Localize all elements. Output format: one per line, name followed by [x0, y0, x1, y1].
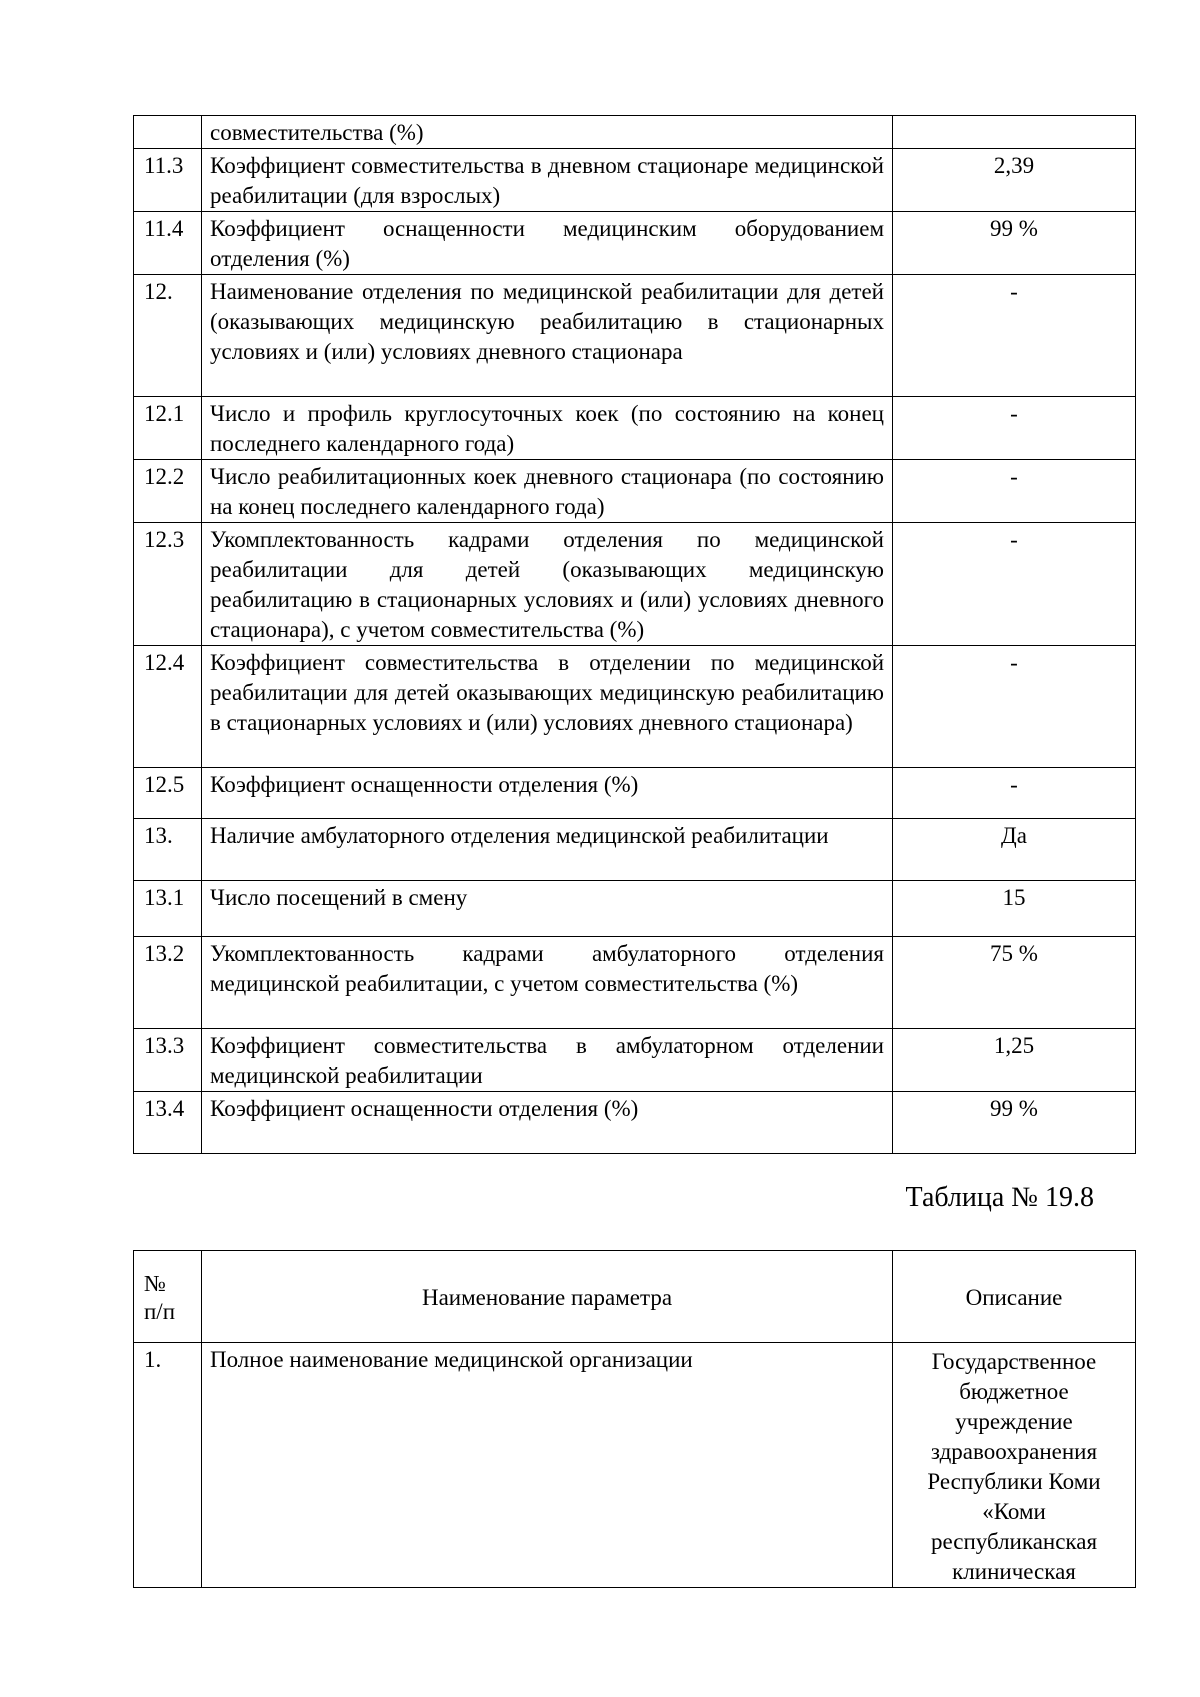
column-header-description: Описание [893, 1251, 1136, 1343]
row-number: 1. [134, 1343, 202, 1588]
row-value: - [893, 768, 1136, 819]
organization-name-line: Государственное [931, 1349, 1097, 1374]
organization-name-line: здравоохранения [930, 1439, 1098, 1464]
table-row [134, 212, 1136, 275]
row-number: 12.1 [134, 397, 202, 460]
table-header-row [134, 1251, 1136, 1343]
row-number: 11.4 [134, 212, 202, 275]
row-text: Укомплектованность кадрами отделения по медицинской реабилитации для детей (оказывающих медицинскую реабилитацию в стационарных условиях и (или) условиях дневного стационара), с учетом совместительства (%) [202, 523, 893, 646]
table-row [134, 646, 1136, 768]
table-row [134, 937, 1136, 1029]
header-number-sign: № [144, 1270, 166, 1296]
row-value: - [893, 397, 1136, 460]
row-text: Наименование отделения по медицинской реабилитации для детей (оказывающих медицинскую реабилитацию в стационарных условиях и (или) условиях дневного стационара [202, 275, 893, 397]
row-text: Укомплектованность кадрами амбулаторного отделения медицинской реабилитации, с учетом совместительства (%) [202, 937, 893, 1029]
row-text: совместительства (%) [202, 116, 893, 149]
row-text: Коэффициент оснащенности отделения (%) [202, 1092, 893, 1154]
table-row [134, 1029, 1136, 1092]
table-row [134, 460, 1136, 523]
organization-name-line: учреждение [955, 1409, 1073, 1434]
row-text: Наличие амбулаторного отделения медицинской реабилитации [202, 819, 893, 881]
row-value: 99 % [893, 1092, 1136, 1154]
row-number: 12.3 [134, 523, 202, 646]
row-value: - [893, 523, 1136, 646]
row-text: Число и профиль круглосуточных коек (по состоянию на конец последнего календарного года) [202, 397, 893, 460]
row-value: 15 [893, 881, 1136, 937]
row-value: - [893, 646, 1136, 768]
row-text: Коэффициент совместительства в дневном стационаре медицинской реабилитации (для взрослых) [202, 149, 893, 212]
row-value: 99 % [893, 212, 1136, 275]
row-text: Коэффициент оснащенности отделения (%) [202, 768, 893, 819]
table-row [134, 768, 1136, 819]
row-value: - [893, 460, 1136, 523]
organization-name-line: клиническая [952, 1559, 1076, 1584]
row-number: 13.3 [134, 1029, 202, 1092]
organization-name-line: «Коми [982, 1499, 1046, 1524]
header-number-abbr: п/п [144, 1298, 176, 1324]
table-row [134, 397, 1136, 460]
indicators-table [133, 115, 1136, 1154]
table-row [134, 116, 1136, 149]
row-number: 12.5 [134, 768, 202, 819]
row-text: Число реабилитационных коек дневного стационара (по состоянию на конец последнего календарного года) [202, 460, 893, 523]
row-value: 1,25 [893, 1029, 1136, 1092]
column-header-number [134, 1251, 202, 1343]
row-number: 12.4 [134, 646, 202, 768]
row-value: - [893, 275, 1136, 397]
row-number: 13.2 [134, 937, 202, 1029]
row-value: Да [893, 819, 1136, 881]
table-row [134, 1092, 1136, 1154]
row-number: 12.2 [134, 460, 202, 523]
row-text: Коэффициент оснащенности медицинским оборудованием отделения (%) [202, 212, 893, 275]
organization-table [133, 1250, 1136, 1588]
table-row [134, 819, 1136, 881]
organization-name-line: республиканская [930, 1529, 1098, 1554]
row-number: 13.4 [134, 1092, 202, 1154]
table-caption: Таблица № 19.8 [905, 1182, 1094, 1213]
column-header-parameter: Наименование параметра [202, 1251, 893, 1343]
row-value: 2,39 [893, 149, 1136, 212]
table-row [134, 1343, 1136, 1588]
table-row [134, 275, 1136, 397]
row-text: Коэффициент совместительства в отделении по медицинской реабилитации для детей оказывающих медицинскую реабилитацию в стационарных условиях и (или) условиях дневного стационара) [202, 646, 893, 768]
row-number: 13.1 [134, 881, 202, 937]
table-row [134, 523, 1136, 646]
row-number: 11.3 [134, 149, 202, 212]
organization-name-line: Республики Коми [927, 1469, 1101, 1494]
row-text: Коэффициент совместительства в амбулаторном отделении медицинской реабилитации [202, 1029, 893, 1092]
row-text: Число посещений в смену [202, 881, 893, 937]
row-number: 13. [134, 819, 202, 881]
row-value [893, 116, 1136, 149]
row-number [134, 116, 202, 149]
table-row [134, 149, 1136, 212]
row-number: 12. [134, 275, 202, 397]
row-value: 75 % [893, 937, 1136, 1029]
organization-name [893, 1343, 1136, 1588]
table-row [134, 881, 1136, 937]
organization-name-line: бюджетное [959, 1379, 1069, 1404]
row-text: Полное наименование медицинской организации [202, 1343, 893, 1588]
